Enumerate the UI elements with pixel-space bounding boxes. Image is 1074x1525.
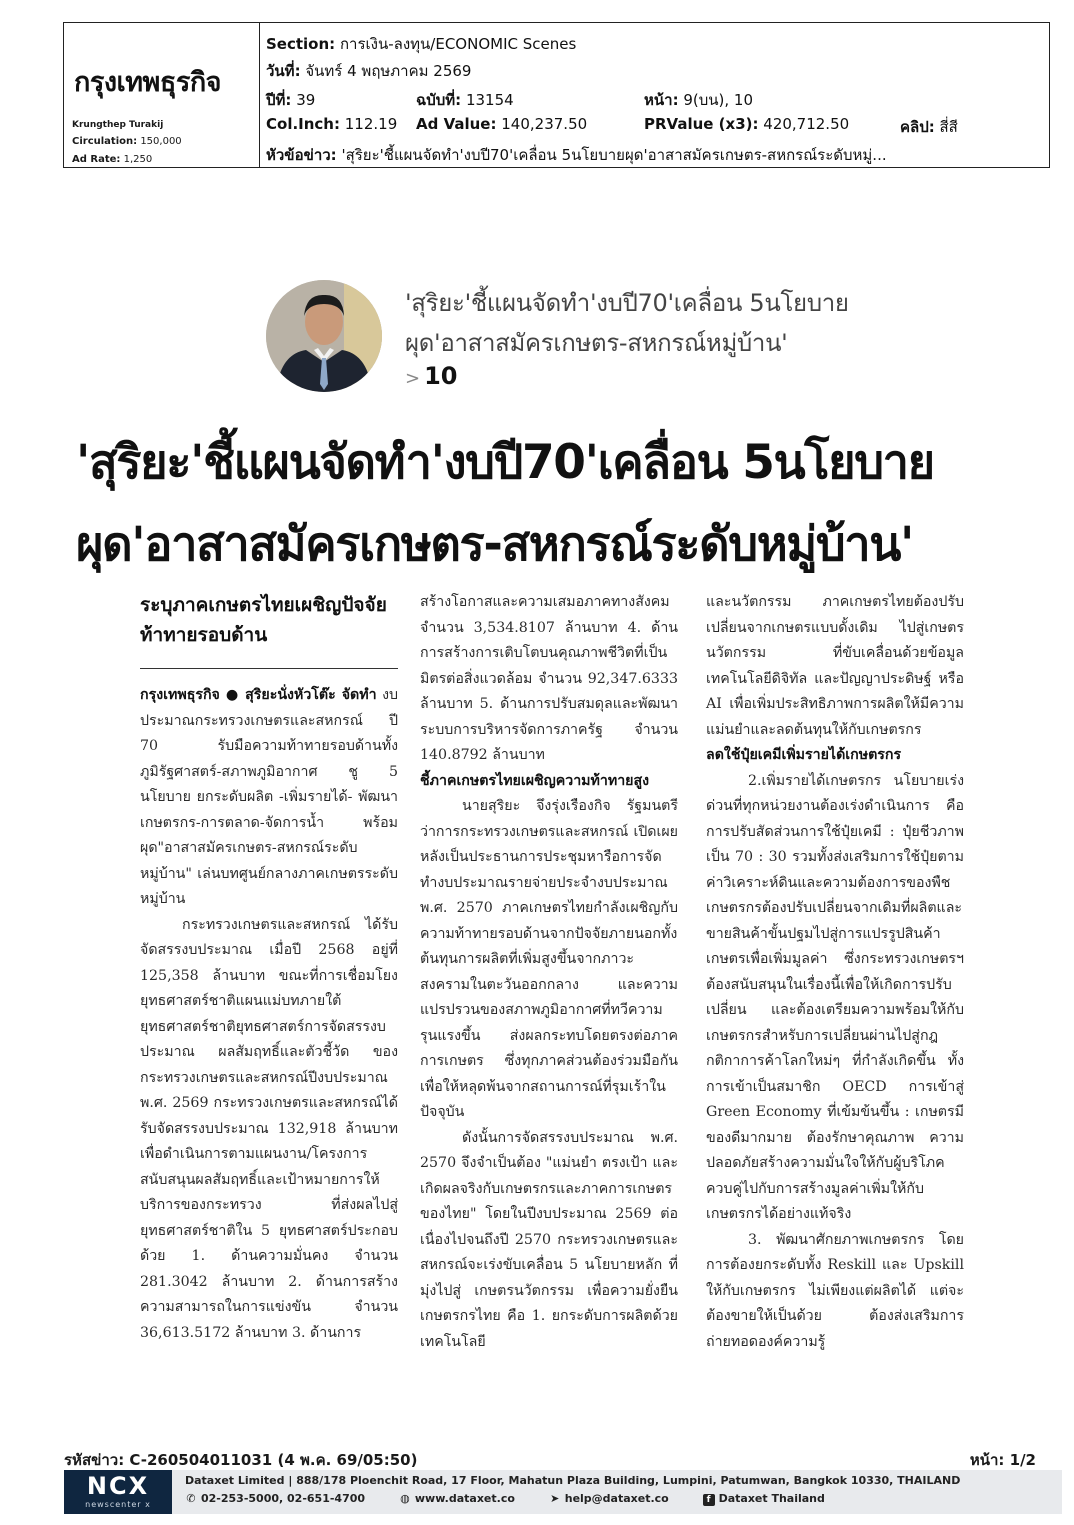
website-item[interactable] xyxy=(399,1492,515,1505)
paragraph-1: งบประมาณกระทรวงเกษตรและสหกรณ์ ปี 70 รับมือความท้าทายรอบด้านทั้งภูมิรัฐศาสตร์-สภาพภูมิอากาศ ชู 5 นโยบาย ยกระดับผลิต -เพิ่มรายได้- พัฒนาเกษตรกร-การตลาด-จัดการน้ำ พร้อมผุด"อาสาสมัครเกษตร-สหกรณ์ระดับหมู่บ้าน" เล่นบทศูนย์กลางภาคเกษตรระดับหมู่บ้าน xyxy=(140,687,398,907)
email-item[interactable] xyxy=(549,1492,669,1505)
publication-panel xyxy=(64,23,260,167)
subhead-divider xyxy=(140,668,398,669)
date-value: จันทร์ 4 พฤษภาคม 2569 xyxy=(305,62,472,80)
issue-field xyxy=(416,88,514,112)
facebook-item[interactable] xyxy=(703,1492,825,1506)
ad-rate-label: Ad Rate: xyxy=(72,154,121,165)
article-column-1 xyxy=(140,590,398,1346)
teaser-headline-line1: 'สุริยะ'ชี้แผนจัดทำ'งบปี70'เคลื่อน 5นโยบาย xyxy=(405,289,849,317)
inline-heading-1: ชี้ภาคเกษตรไทยเผชิญความท้าทายสูง xyxy=(420,772,650,789)
advalue-value: 140,237.50 xyxy=(501,115,588,133)
colinch-value: 112.19 xyxy=(344,115,398,133)
section-label: Section: xyxy=(266,35,336,53)
facebook-text[interactable]: Dataxet Thailand xyxy=(718,1492,825,1505)
prvalue-value: 420,712.50 xyxy=(763,115,850,133)
clipping-header xyxy=(63,22,1050,168)
facebook-icon: f xyxy=(703,1494,715,1506)
paragraph-4: นายสุริยะ จึงรุ่งเรืองกิจ รัฐมนตรีว่าการกระทรวงเกษตรและสหกรณ์ เปิดเผยหลังเป็นประธานการประชุมหารือการจัดทำงบประมาณรายจ่ายประจำงบประมาณ พ.ศ. 2570 ภาคเกษตรไทยกำลังเผชิญกับความท้าทายรอบด้านจากปัจจัยภายนอกทั้งต้นทุนการผลิตที่เพิ่มสูงขึ้นจากภาวะสงครามในตะวันออกกลาง และความแปรปรวนของสภาพภูมิอากาศที่ทวีความรุนแรงขึ้น ส่งผลกระทบโดยตรงต่อภาคการเกษตร ซึ่งทุกภาคส่วนต้องร่วมมือกันเพื่อให้หลุดพ้นจากสถานการณ์ที่รุมเร้าในปัจจุบัน xyxy=(420,798,678,1120)
publication-logo: กรุงเทพธุรกิจ xyxy=(74,67,222,98)
paragraph-2: กระทรวงเกษตรและสหกรณ์ ได้รับจัดสรรงบประมาณ เมื่อปี 2568 อยู่ที่ 125,358 ล้านบาท ขณะที่การเชื่อมโยงยุทธศาสตร์ชาติแผนแม่บทภายใต้ยุทธศาสตร์ชาติยุทธศาสตร์การจัดสรรงบประมาณ ผลสัมฤทธิ์และตัวชี้วัด ของกระทรวงเกษตรและสหกรณ์ปีงบประมาณ พ.ศ. 2569 กระทรวงเกษตรและสหกรณ์ได้รับจัดสรรงบประมาณ 132,918 ล้านบาท เพื่อดำเนินการตามแผนงาน/โครงการสนับสนุนผลสัมฤทธิ์และเป้าหมายการให้บริการของกระทรวง ที่ส่งผลไปสู่ยุทธศาสตร์ชาติใน 5 ยุทธศาสตร์ประกอบด้วย 1. ด้านความมั่นคง จำนวน 281.3042 ล้านบาท 2. ด้านการสร้างความสามารถในการแข่งขัน จำนวน 36,613.5172 ล้านบาท 3. ด้านการ xyxy=(140,916,398,1341)
ad-rate-value: 1,250 xyxy=(123,154,153,165)
date-label: วันที่: xyxy=(266,62,301,80)
company-address: 888/178 Ploenchit Road, 17 Floor, Mahatun Plaza Building, Lumpini, Patumwan, Bangkok 10330, THAILAND xyxy=(296,1474,961,1487)
issue-value: 13154 xyxy=(465,91,514,109)
section-field xyxy=(266,32,576,56)
clip-field xyxy=(900,115,958,139)
ncx-logo-text: NCX xyxy=(86,1472,150,1500)
clipping-meta xyxy=(260,23,1049,167)
article-subhead: ระบุภาคเกษตรไทยเผชิญปัจจัยท้าทายรอบด้าน xyxy=(140,594,387,646)
paragraph-5: ดังนั้นการจัดสรรงบประมาณ พ.ศ. 2570 จึงจำเป็นต้อง "แม่นยำ ตรงเป้า และเกิดผลจริงกับเกษตรกรและภาคการเกษตรของไทย" โดยในปีงบประมาณ 2569 ต่อเนื่องไปจนถึงปี 2570 กระทรวงเกษตรและสหกรณ์จะเร่งขับเคลื่อน 5 นโยบายหลัก ที่มุ่งไปสู่ เกษตรนวัตกรรม เพื่อความยั่งยืนเกษตรกรไทย คือ 1. ยกระดับการผลิตด้วยเทคโนโลยี xyxy=(420,1129,678,1350)
paragraph-7: 2.เพิ่มรายได้เกษตรกร นโยบายเร่งด่วนที่ทุกหน่วยงานต้องเร่งดำเนินการ คือ การปรับสัดส่วนการใช้ปุ๋ยเคมี : ปุ๋ยชีวภาพ เป็น 70 : 30 รวมทั้งส่งเสริมการใช้ปุ๋ยตามค่าวิเคราะห์ดินและความต้องการของพืช เกษตรกรต้องปรับเปลี่ยนจากเดิมที่ผลิตและขายสินค้าขั้นปฐมไปสู่การแปรรูปสินค้าเกษตรเพื่อเพิ่มมูลค่า ซึ่งกระทรวงเกษตรฯ ต้องสนับสนุนในเรื่องนี้เพื่อให้เกิดการปรับเปลี่ยน และต้องเตรียมความพร้อมให้กับเกษตรกรสำหรับการเปลี่ยนผ่านไปสู่กฎกติกาการค้าโลกใหม่ๆ ที่กำลังเกิดขึ้น ทั้งการเข้าเป็นสมาชิก OECD การเข้าสู่ Green Economy ที่เข้มข้นขึ้น : เกษตรมีของดีมากมาย ต้องรักษาคุณภาพ ความปลอดภัยสร้างความมั่นใจให้กับผู้บริโภค ควบคู่ไปกับการสร้างมูลค่าเพิ่มให้กับเกษตรกรได้อย่างแท้จริง xyxy=(706,772,964,1222)
clip-label: คลิป: xyxy=(900,118,935,136)
headline-field xyxy=(266,143,887,167)
year-value: 39 xyxy=(296,91,316,109)
paragraph-3: สร้างโอกาสและความเสมอภาคทางสังคม จำนวน 3,534.8107 ล้านบาท 4. ด้านการสร้างการเติบโตบนคุณภาพชีวิตที่เป็นมิตรต่อสิ่งแวดล้อม จำนวน 92,347.6333 ล้านบาท 5. ด้านการปรับสมดุลและพัฒนาระบบการบริหารจัดการภาครัฐ จำนวน 140.8792 ล้านบาท xyxy=(420,594,678,763)
advalue-field xyxy=(416,115,587,133)
byline: กรุงเทพธุรกิจ ● สุริยะนั่งหัวโต๊ะ จัดทำ xyxy=(140,687,377,703)
colinch-label: Col.Inch: xyxy=(266,115,340,133)
footer-bar xyxy=(64,1470,1062,1514)
minister-photo xyxy=(266,280,382,392)
news-code: รหัสข่าว: C-260504011031 (4 พ.ค. 69/05:50) xyxy=(64,1451,418,1469)
clip-value: สี่สี xyxy=(939,118,958,136)
phone-icon: ✆ xyxy=(186,1492,196,1505)
article-column-2 xyxy=(420,590,678,1355)
ncx-logo-subtext: newscenter x xyxy=(85,1500,151,1509)
date-field xyxy=(266,59,471,83)
address-separator: | xyxy=(288,1474,297,1487)
teaser-page-number: 10 xyxy=(424,362,458,390)
article-column-3 xyxy=(706,590,964,1355)
company-address-line xyxy=(185,1474,960,1487)
paragraph-6: และนวัตกรรม ภาคเกษตรไทยต้องปรับเปลี่ยนจากเกษตรแบบดั้งเดิม ไปสู่เกษตรนวัตกรรม ที่ขับเคลื่อนด้วยข้อมูล เทคโนโลยีดิจิทัล และปัญญาประดิษฐ์ หรือ AI เพื่อเพิ่มประสิทธิภาพการผลิตให้มีความแม่นยำและลดต้นทุนให้กับเกษตรกร xyxy=(706,594,964,738)
teaser-page-ref xyxy=(405,362,458,390)
publication-name: Krungthep Turakij xyxy=(72,120,164,130)
paragraph-8: 3. พัฒนาศักยภาพเกษตรกร โดยการต้องยกระดับทั้ง Reskill และ Upskill ให้กับเกษตรกร ไม่เพียงแต่ผลิตได้ แต่จะต้องขายให้เป็นด้วย ต้องส่งเสริมการถ่ายทอดองค์ความรู้ xyxy=(706,1231,964,1350)
issue-label: ฉบับที่: xyxy=(416,91,462,109)
chevron-right-icon: > xyxy=(405,368,421,389)
page-label: หน้า: xyxy=(644,91,679,109)
phone-text: 02-253-5000, 02-651-4700 xyxy=(201,1492,366,1505)
headline-line2: ผุด'อาสาสมัครเกษตร-สหกรณ์ระดับหมู่บ้าน' xyxy=(76,517,914,572)
ncx-logo xyxy=(64,1470,172,1514)
send-icon: ➤ xyxy=(550,1492,560,1505)
headline-line1: 'สุริยะ'ชี้แผนจัดทำ'งบปี70'เคลื่อน 5นโยบาย xyxy=(76,435,934,490)
advalue-label: Ad Value: xyxy=(416,115,497,133)
year-field xyxy=(266,88,315,112)
globe-icon: ◍ xyxy=(400,1492,410,1505)
teaser-headline-line2: ผุด'อาสาสมัครเกษตร-สหกรณ์หมู่บ้าน' xyxy=(405,329,788,357)
headline-label: หัวข้อข่าว: xyxy=(266,146,337,164)
article-lead xyxy=(140,683,398,913)
circulation-line xyxy=(72,136,182,147)
circulation-label: Circulation: xyxy=(72,136,138,147)
page-indicator: หน้า: 1/2 xyxy=(969,1451,1036,1469)
company-name: Dataxet Limited xyxy=(185,1474,285,1487)
contact-line xyxy=(185,1492,855,1506)
email-text[interactable]: help@dataxet.co xyxy=(564,1492,669,1505)
year-label: ปีที่: xyxy=(266,91,292,109)
colinch-field xyxy=(266,115,397,133)
phone-item xyxy=(185,1492,365,1505)
section-value: การเงิน-ลงทุน/ECONOMIC Scenes xyxy=(339,35,577,53)
prvalue-label: PRValue (x3): xyxy=(644,115,759,133)
ad-rate-line xyxy=(72,154,152,165)
headline-value: 'สุริยะ'ชี้แผนจัดทำ'งบปี70'เคลื่อน 5นโยบายผุด'อาสาสมัครเกษตร-สหกรณ์ระดับหมู่... xyxy=(341,146,887,164)
prvalue-field xyxy=(644,115,849,133)
inline-heading-2: ลดใช้ปุ๋ยเคมีเพิ่มรายได้เกษตรกร xyxy=(706,747,902,763)
page-field xyxy=(644,88,753,112)
circulation-value: 150,000 xyxy=(140,136,182,147)
page-value: 9(บน), 10 xyxy=(683,91,754,109)
website-text[interactable]: www.dataxet.co xyxy=(414,1492,515,1505)
